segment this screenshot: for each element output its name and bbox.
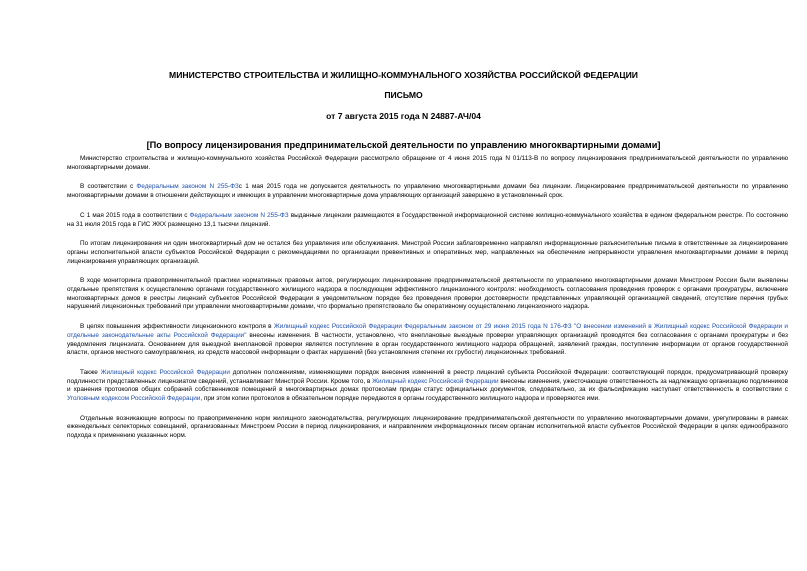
paragraph-text: внесены изменения, ужесточающие ответственность за надлежащую организацию подлинников и хранения протоколов общих собраний собственников помещений в многоквартирных домах протоколам придан статус официальных документов, следовательно, за их фальсификацию наступает ответственность в соответствии с: [67, 377, 789, 394]
paragraph-text: С 1 мая 2015 года в соответствии с: [80, 211, 190, 219]
law-link[interactable]: Федеральным законом N 255-ФЗ: [136, 183, 239, 191]
paragraph-text: По итогам лицензирования ни один многоквартирный дом не остался без управления или обслуживания. Минстрой России заблаговременно направлял информационные разъяснительные письма в ответственные за лицензирование органы исполнительной власти субъектов Российской Федерации с рекомендациями по организации превентивных и оперативных мер, направленных на обеспечение непрерывности управления многоквартирными домами в период лицензирования управляющих организаций.: [67, 240, 788, 265]
paragraph-text: , при этом копии протоколов в обязательном порядке передаются в органы государственного жилищного надзора и проверяются ими.: [200, 395, 600, 403]
document-type: ПИСЬМО: [384, 90, 423, 100]
law-link[interactable]: Уголовным кодексом Российской Федерации: [67, 395, 201, 403]
law-link[interactable]: Федеральным законом от 29 июня 2015 года N 176-ФЗ "О внесении изменений в Жилищный кодекс Российской Федерации и отдельные законодательные акты Российской Федерации": [67, 323, 789, 339]
body-paragraph: [67, 183, 788, 200]
body-paragraph: [67, 369, 788, 404]
body-paragraph: [67, 415, 788, 441]
paragraph-text: выданные лицензии размещаются в Государственной информационной системе жилищно-коммунального хозяйства в едином федеральном реестре. По состоянию на 31 июля 2015 года в ГИС ЖКХ размещено 13,1 тысячи лицензий.: [67, 211, 788, 228]
body-paragraph: [67, 155, 788, 172]
body-paragraph: [67, 212, 788, 229]
law-link[interactable]: Федеральным законом N 255-ФЗ: [189, 211, 289, 219]
paragraph-text: дополнен положениями, изменяющими порядок внесения изменений в реестр лицензий субъекта Российской Федерации: соответствующий порядок, предусматривающий проверку подлинности представленных лицензиатом сведений, устанавливает Минстрой России. Кроме того, в: [67, 368, 788, 385]
law-link[interactable]: Жилищный кодекс Российской Федерации: [273, 323, 402, 331]
paragraph-text: В целях повышения эффективности лицензионного контроля в: [80, 323, 274, 331]
body-paragraph: [67, 240, 788, 266]
paragraph-text: В ходе мониторинга правоприменительной практики нормативных правовых актов, регулирующих лицензирование предпринимательской деятельности по управлению многоквартирными домами Минстроем России были выявлены отдельные препятствия к осуществлению органами государственного жилищного надзора в последующем эффективного лицензионного контроля: необходимость согласования проведения проверок с органами прокуратуры, включение многоквартирных домов в реестры лицензий субъектов Российской Федерации в уведомительном порядке без проведения проверки достоверности представленных управляющей организацией сведений, отсутствие перечня грубых нарушений лицензионных требований при управлении многоквартирными домами, что формально препятствовало бы оперативному осуществлению лицензионного надзора.: [67, 277, 788, 311]
law-link[interactable]: Жилищный кодекс Российской Федерации: [372, 377, 499, 385]
body-paragraph: [67, 277, 788, 312]
document-date-number: от 7 августа 2015 года N 24887-АЧ/04: [326, 111, 481, 121]
body-paragraph: [67, 323, 788, 358]
paragraph-text: В соответствии с: [80, 183, 137, 191]
paragraph-text: внесены изменения. В частности, установлено, что внеплановые выездные проверки управляющих организаций проводятся без согласования с органами прокуратуры и без уведомления лицензиата. Основанием для выездной внеплановой проверки является поступление в орган государственного жилищного надзора обращений, заявлений граждан, поступление информации от органов государственной власти, органов местного самоуправления, из средств массовой информации о фактах нарушений (без установления степени их грубости) лицензионных требований.: [67, 331, 788, 357]
paragraph-text: Также: [80, 368, 101, 376]
paragraph-text: Министерство строительства и жилищно-коммунального хозяйства Российской Федерации рассмотрело обращение от 4 июня 2015 года N 01/113-В по вопросу лицензирования предпринимательской деятельности по управлению многоквартирными домами.: [67, 155, 788, 171]
paragraph-text: Отдельные возникающие вопросы по правоприменению норм жилищного законодательства, регулирующих лицензирование предпринимательской деятельности по управлению многоквартирными домами, урегулированы в рамках еженедельных селекторных совещаний, организованных Минстроем России в период лицензирования, и направлением информационных писем органам исполнительной власти субъектов Российской Федерации в целях единообразного подхода к применению указанных норм.: [67, 414, 788, 440]
document-body: [67, 155, 788, 452]
ministry-title: МИНИСТЕРСТВО СТРОИТЕЛЬСТВА И ЖИЛИЩНО-КОММУНАЛЬНОГО ХОЗЯЙСТВА РОССИЙСКОЙ ФЕДЕРАЦИИ: [169, 70, 638, 80]
law-link[interactable]: Жилищный кодекс Российской Федерации: [100, 368, 230, 376]
paragraph-text: с 1 мая 2015 года не допускается деятельность по управлению многоквартирными домами без лицензии. Лицензирование предпринимательской деятельности по управлению многоквартирными домами в отношении действующих и имеющих в управлении многоквартирные дома управляющих организаций завершено в установленный срок.: [67, 183, 789, 200]
document-subject: [По вопросу лицензирования предпринимательской деятельности по управлению многоквартирными домами]: [146, 140, 661, 150]
